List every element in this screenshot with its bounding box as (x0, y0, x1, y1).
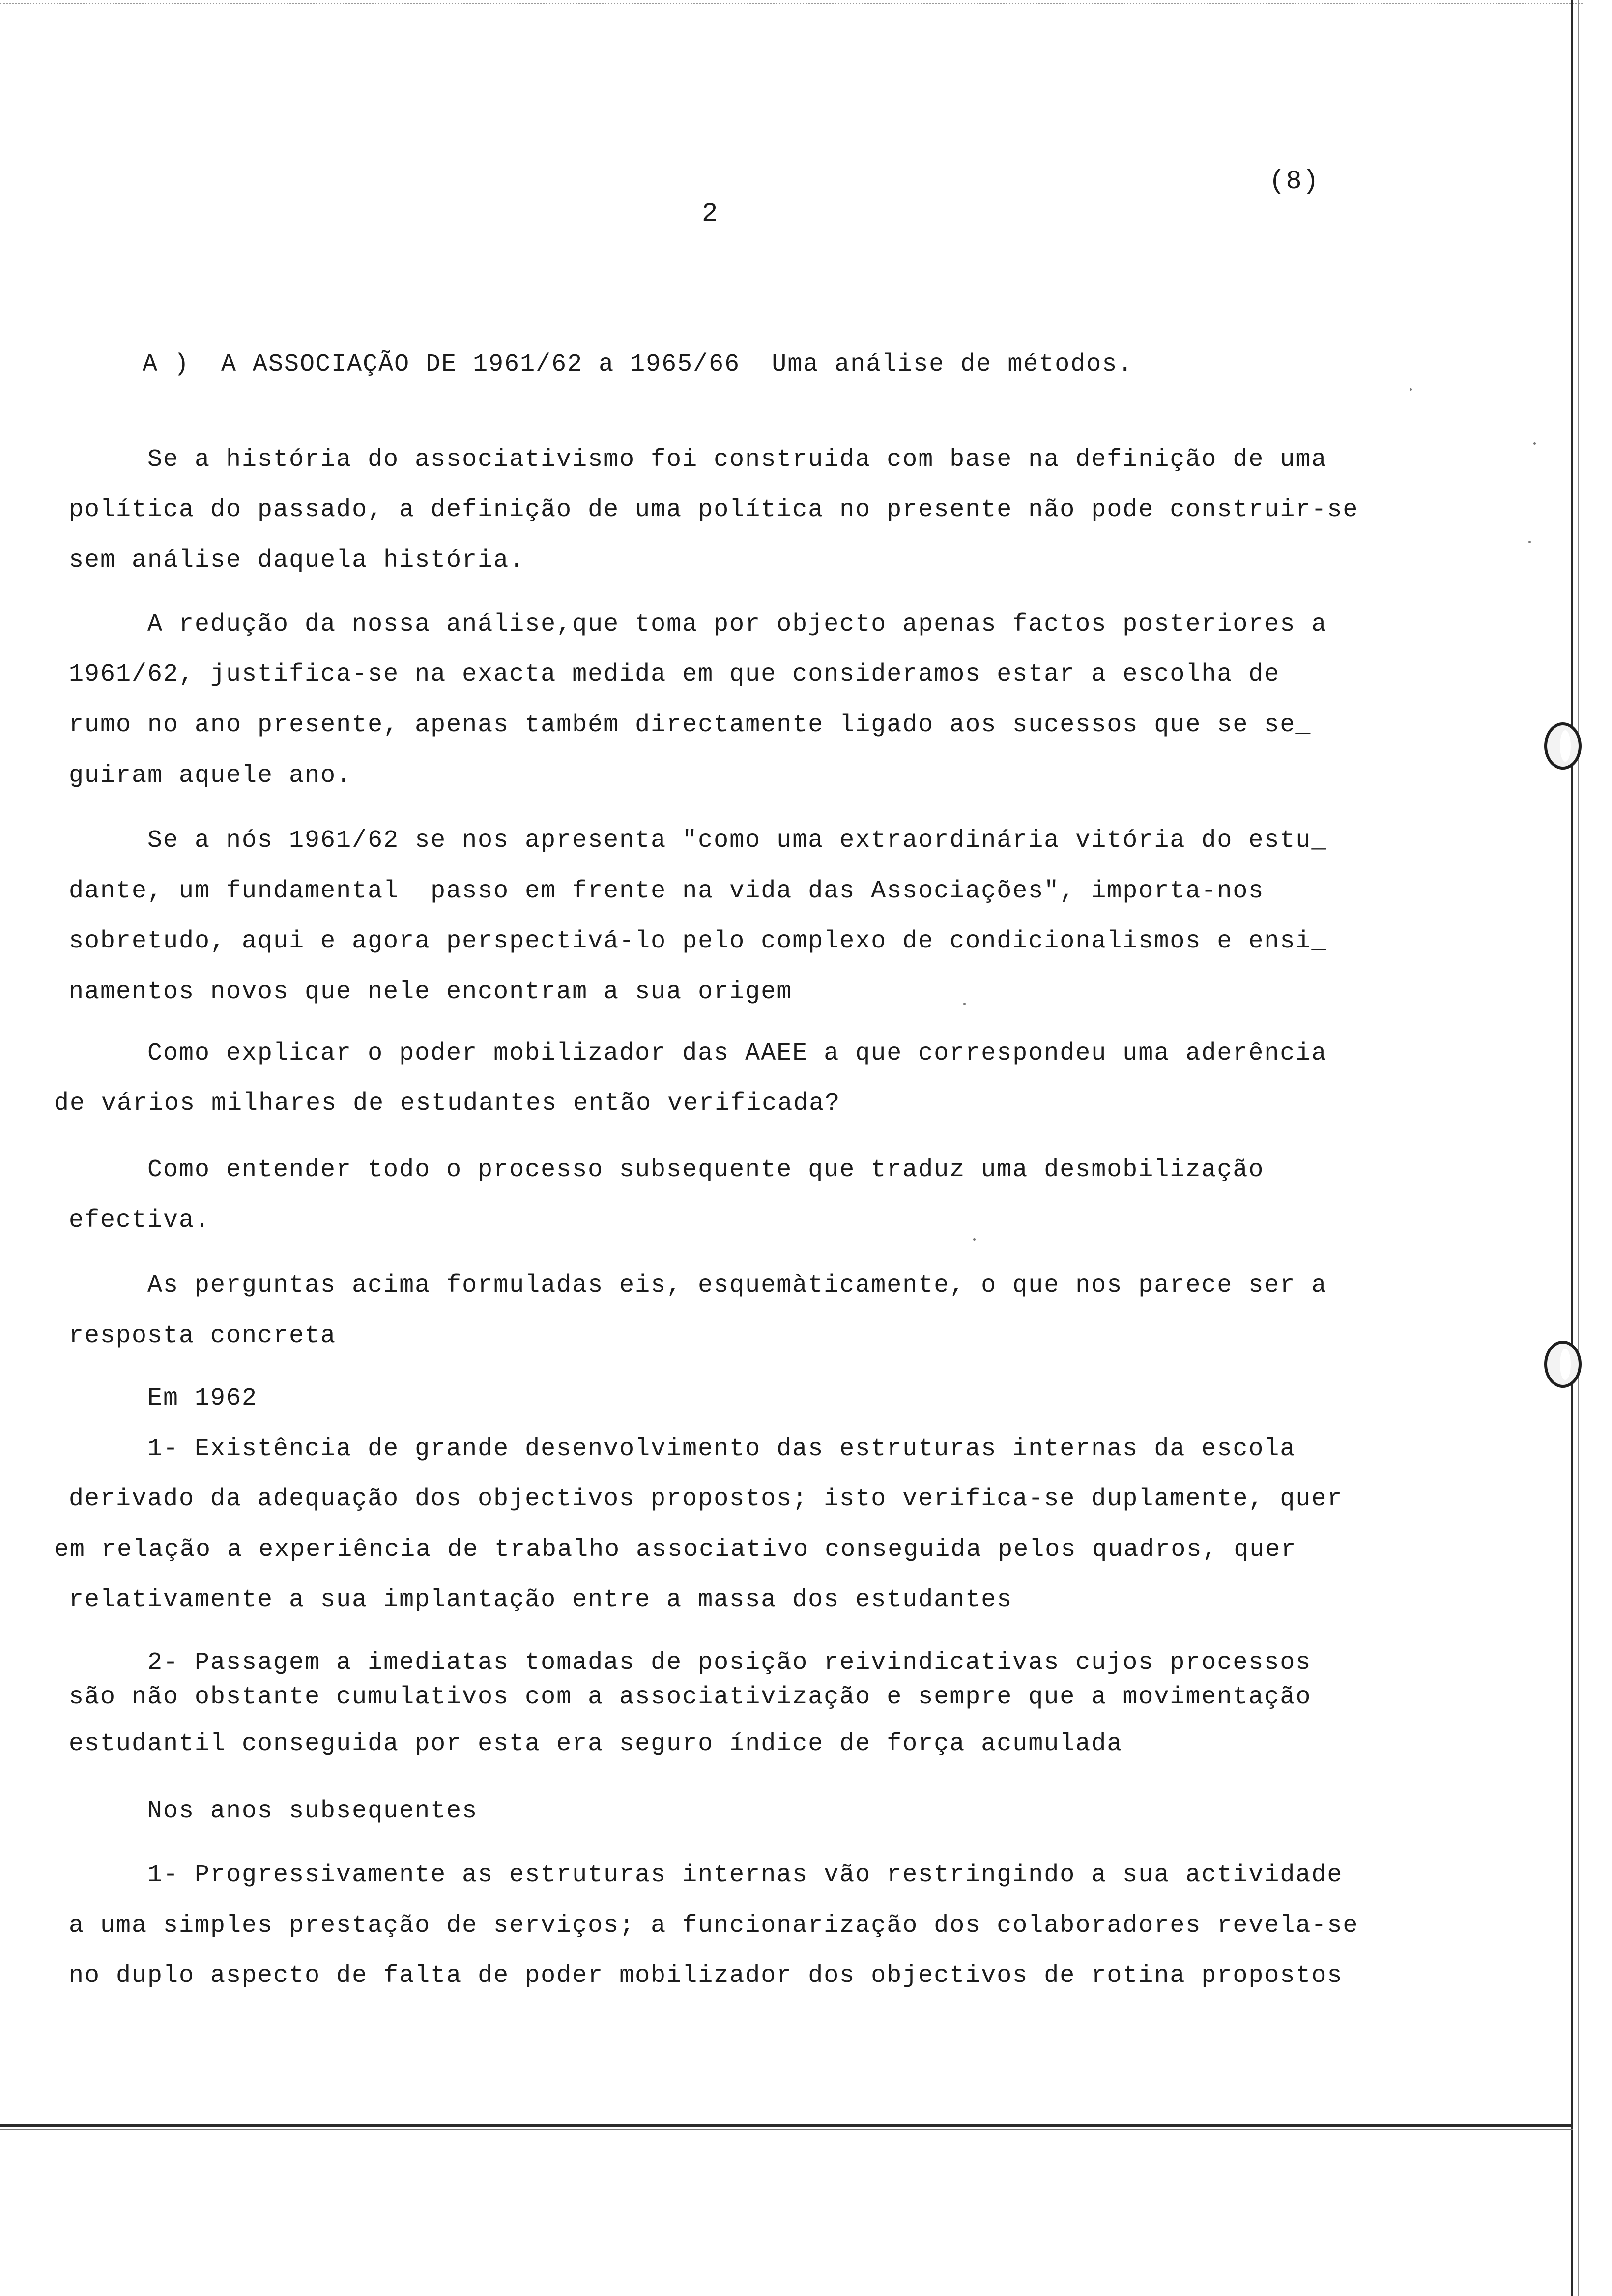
text-line: relativamente a sua implantação entre a massa dos estudantes (69, 1586, 1013, 1614)
archive-number: (8) (1269, 167, 1320, 197)
text-line: 2- Passagem a imediatas tomadas de posição reivindicativas cujos processos (147, 1649, 1312, 1677)
text-line: Como explicar o poder mobilizador das AAEE a que correspondeu uma aderência (147, 1039, 1327, 1067)
scan-right-edge (1571, 0, 1573, 2296)
text-line: 1- Existência de grande desenvolvimento das estruturas internas da escola (147, 1435, 1296, 1463)
subheading: Nos anos subsequentes (147, 1797, 478, 1825)
text-line: guiram aquele ano. (69, 762, 352, 790)
text-line: derivado da adequação dos objectivos propostos; isto verifica-se duplamente, quer (69, 1485, 1343, 1513)
text-line: Como entender todo o processo subsequente que traduz uma desmobilização (147, 1156, 1265, 1184)
text-line: As perguntas acima formuladas eis, esquemàticamente, o que nos parece ser a (147, 1271, 1327, 1299)
text-line: estudantil conseguida por esta era seguro índice de força acumulada (69, 1730, 1123, 1758)
scan-bottom-edge-shadow (0, 2129, 1573, 2130)
subheading: Em 1962 (147, 1384, 258, 1412)
text-line: 1961/62, justifica-se na exacta medida em que consideramos estar a escolha de (69, 660, 1280, 689)
text-line: namentos novos que nele encontram a sua origem (69, 978, 793, 1006)
scan-right-edge-shadow (1578, 0, 1579, 2296)
text-line: Se a nós 1961/62 se nos apresenta "como uma extraordinária vitória do estu_ (147, 827, 1327, 855)
text-line: política do passado, a definição de uma política no presente não pode construir-se (69, 496, 1359, 524)
text-line: em relação a experiência de trabalho associativo conseguida pelos quadros, quer (54, 1536, 1297, 1564)
text-line: sobretudo, aqui e agora perspectivá-lo pelo complexo de condicionalismos e ensi_ (69, 927, 1327, 955)
punch-hole-top (1544, 722, 1582, 770)
text-line: a uma simples prestação de serviços; a funcionarização dos colaboradores revela-se (69, 1912, 1359, 1940)
scan-speck (963, 1003, 966, 1005)
scan-speck (973, 1238, 976, 1241)
text-line: no duplo aspecto de falta de poder mobilizador dos objectivos de rotina propostos (69, 1962, 1343, 1990)
text-line: sem análise daquela história. (69, 546, 525, 574)
punch-hole-bottom (1544, 1341, 1582, 1388)
scan-speck (1410, 388, 1412, 391)
text-line: dante, um fundamental passo em frente na vida das Associações", importa-nos (69, 877, 1265, 905)
section-heading: A ) A ASSOCIAÇÃO DE 1961/62 a 1965/66 Uma análise de métodos. (143, 350, 1134, 378)
text-line: Se a história do associativismo foi construida com base na definição de uma (147, 446, 1327, 474)
scan-speck (1528, 541, 1531, 543)
text-line: de vários milhares de estudantes então verificada? (54, 1090, 841, 1118)
text-line: são não obstante cumulativos com a associativização e sempre que a movimentação (69, 1683, 1312, 1711)
text-line: rumo no ano presente, apenas também directamente ligado aos sucessos que se se_ (69, 711, 1312, 739)
scan-top-edge (0, 3, 1583, 4)
text-line: A redução da nossa análise,que toma por objecto apenas factos posteriores a (147, 610, 1327, 638)
text-line: 1- Progressivamente as estruturas internas vão restringindo a sua actividade (147, 1861, 1343, 1889)
text-line: efectiva. (69, 1206, 211, 1234)
scan-speck (1533, 442, 1536, 445)
text-line: resposta concreta (69, 1322, 337, 1350)
scan-bottom-edge (0, 2124, 1573, 2127)
page-number: 2 (702, 199, 719, 229)
